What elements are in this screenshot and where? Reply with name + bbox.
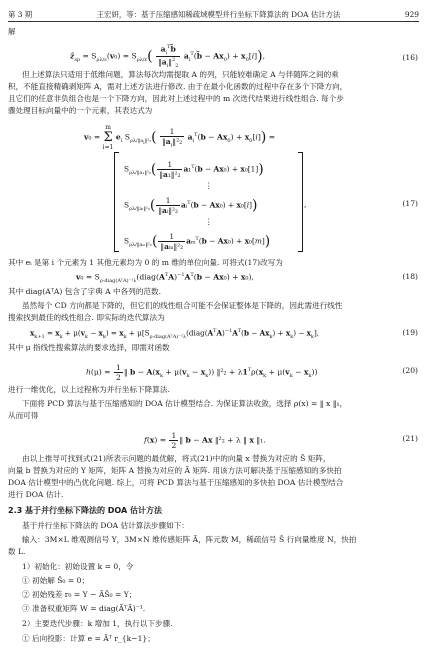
vector-left-bracket [114, 152, 119, 252]
para-9-line-1: 基于并行坐标下降法的 DOA 估计算法步骤如下： [22, 521, 189, 530]
step-1b: ② 初始残差 r₀ = Y − ÃŜ₀ = Y； [22, 590, 137, 599]
step-1a: ① 初始解 Ŝ₀ = 0； [22, 576, 90, 585]
para-8-line-1: 由以上推导可找到式(21)所表示问题的最优解，将式(21)中的向量 x 替换为对应的 Ŝ 矩阵， [22, 454, 331, 463]
equation-21: f(x) = $\frac{1}{2}$ ‖ b − Ax ‖²₂ + λ ‖ x ‖₁. [144, 431, 266, 450]
eq16-number: (16) [402, 53, 418, 62]
para-8-line-4: 进行 DOA 估计. [8, 490, 64, 499]
eq17-number: (17) [402, 199, 418, 208]
header-rule [8, 21, 419, 22]
eq17-comma: , [304, 200, 307, 209]
para-8-line-2: 向量 b 替换为对应的 Y 矩阵，矩阵 A 替换为对应的 Ã 矩阵. 用该方法可解决基于压缩感知的多快拍 [8, 466, 342, 475]
para-3-line-1: 其中 diag(AᵀA) 包含了字典 A 中各列的范数. [8, 287, 162, 296]
para-7-line-1: 下面将 PCD 算法与基于压缩感知的 DOA 估计模型结合. 为保证算法收敛，选择 ρ(x) = ‖ x ‖₁， [22, 399, 348, 408]
equation-16: ẑ$_{sp}$ = $S_{\rho\lambda/\varepsilon}(v_0) = S_{\rho\lambda/\varepsilon}$( $\frac{a_i^Tb̃}{‖a_i‖^2_2}$ $a_i^T(b̃ - Ax_0) + x_0[i]$), [70, 44, 266, 70]
eq17-vdots-1: ⋮ [205, 181, 213, 190]
para-7-line-2: 从而可得 [8, 411, 39, 420]
eq20-number: (20) [402, 366, 418, 375]
para-8-line-3: DOA 估计模型中的凸优化问题. 综上，可将 PCD 算法与基于压缩感知的多快拍 DOA 估计模型结合 [8, 478, 344, 487]
para-1-line-1: 但上述算法只适用于低维问题，算法每次均需提取 A 的列，只能较难确定 A 与伴随阵之间的乘 [22, 70, 339, 79]
para-1-line-2: 积，不能直接精确剥矩阵 A，需对上述方法进行修改. 由于在最小化函数的过程中存在多个下降方向， [8, 82, 348, 91]
eq17-row-1: $S_{\rho\lambda/‖a_1‖^2_2}$( $\frac{1}{\text{‖a₁‖²₂}}$ a₁$^T$(b − Ax₀) + x₀[1]) [124, 160, 264, 179]
equation-19: $x_{k+1} = x_k + \mu(v_k - x_k) = x_k$ + $\mu[S_{\rho\cdot diag(AᵀA)^{-1}\lambda}(diag(A^TA)^{-1}A^T(b - Ax_k) + x_k) - x_k]$, [30, 328, 320, 340]
equation-20: h(μ) = $\frac{1}{2}$ ‖ $b - A(x_k + \mu(v_k - x_k))$ ‖²₂ + $\lambda 1^T\rho(x_k + \mu(v_k - x_k))$ [86, 363, 318, 382]
step-2: 2）主要迭代步骤：k 增加 1，执行以下步骤. [22, 619, 173, 628]
para-5-line-1: 其中 μ 指线性搜索算法的要求选择，即需对函数 [8, 343, 170, 352]
eq21-number: (21) [402, 434, 418, 443]
page-number: 929 [404, 9, 419, 19]
eq17-row-i: $S_{\rho\lambda/‖aᵢ‖^2_2}$( $\frac{1}{\text{‖aᵢ‖²₂}}$ aᵢ$^T$(b − Ax₀) + x₀[i]) [124, 196, 258, 215]
step-1: 1）初始化：初始设置 k = 0，令 [22, 562, 134, 571]
input-line-1: 输入：3M×L 维观测信号 Y，3M×N 维传感矩阵 Ã，阵元数 M，稀疏信号 Ŝ 行向量维度 N，快拍 [22, 535, 357, 544]
jie-label: 解 [8, 27, 16, 36]
eq19-number: (19) [402, 328, 418, 337]
eq17-vdots-2: ⋮ [205, 217, 213, 226]
issue-number: 第 3 期 [8, 9, 33, 19]
para-1-line-4: 骤处理目标向量中的一个元素，其表达式为 [8, 106, 153, 115]
para-4-line-2: 搜索找到最佳的线性组合. 即实际的迭代算法为 [8, 313, 165, 322]
para-6-line-1: 进行一维优化，以上过程称为并行坐标下降算法. [8, 385, 170, 394]
para-2-line-1: 其中 eᵢ 是第 i 个元素为 1 其他元素均为 0 的 m 维的单位向量. 可将式(17)改写为 [8, 258, 283, 267]
equation-18: $v_0 = S_{\rho\cdot diag(AᵀA)^{-1}\lambda}(diag(A^TA)^{-1}A^T(b - Ax_0) + x_0)$, [76, 272, 254, 285]
running-header [8, 7, 419, 21]
input-line-2: 数 L. [8, 547, 26, 556]
para-4-line-1: 虽然每个 CD 方向都是下降的，但它们的线性组合可能不会保证整体是下降的，因此需进行线性 [22, 301, 343, 310]
section-heading-2-3: 2.3 基于并行坐标下降法的 DOA 估计方法 [8, 506, 162, 515]
step-1c: ③ 准备权重矩阵 W = diag(ÃᵀÃ)⁻¹. [22, 604, 146, 613]
vector-right-bracket [298, 152, 303, 252]
equation-17-sum: v₀ = m Σ i=1 $e_i$ $S_{\rho\lambda/‖a_i‖^2_2}$( $\frac{1}{‖a_i‖^2_2}$ $a_i^T(b - Ax_0) + x_0[i]$) = [84, 124, 276, 151]
para-1-line-3: 且它们的任意非负组合也是一个下降方向，因此对上述过程中的 m 次迭代结果进行线性组合. 每个步 [8, 94, 344, 103]
eq17-row-m: $S_{\rho\lambda/‖a_m‖^2_2}$( $\frac{1}{\text{‖aₘ‖²₂}}$ aₘ$^T$(b − Ax₀) + x₀[m]) [124, 232, 271, 251]
eq18-number: (18) [402, 272, 418, 281]
running-title: 王宏妍，等：基于压缩感知稀疏域模型并行坐标下降算法的 DOA 估计方法 [96, 9, 341, 19]
step-2a: ① 后向投影：计算 e = Ãᵀ r_{k−1}； [22, 634, 155, 643]
